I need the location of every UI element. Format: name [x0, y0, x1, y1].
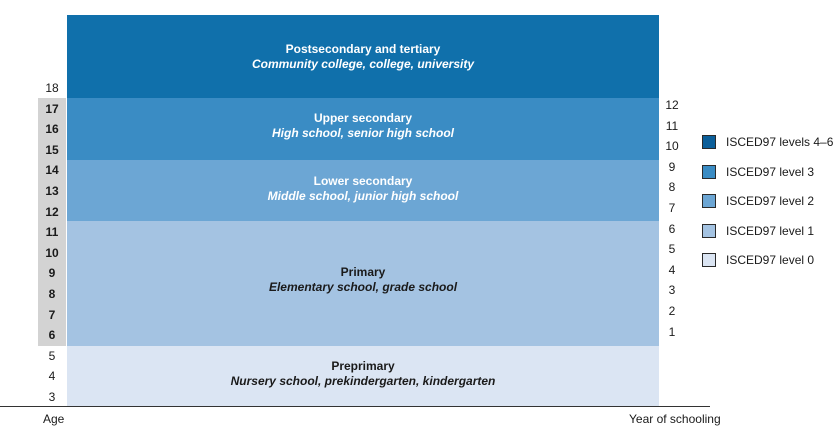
year-label: 6: [668, 221, 676, 236]
age-label: 8: [48, 287, 56, 301]
legend-label: ISCED97 levels 4–6: [726, 135, 833, 149]
band-upper-secondary: [67, 98, 659, 160]
year-label: 3: [668, 283, 676, 298]
band-title: Postsecondary and tertiary: [285, 42, 441, 56]
band-subtitle: Middle school, junior high school: [267, 189, 459, 203]
band-subtitle: Elementary school, grade school: [268, 280, 458, 294]
legend-swatch: [702, 253, 716, 267]
age-label: 18: [45, 81, 59, 95]
year-label: 1: [668, 324, 676, 339]
legend-label: ISCED97 level 0: [726, 253, 815, 267]
age-label: 5: [48, 348, 56, 363]
legend-label: ISCED97 level 1: [726, 223, 815, 238]
age-label: 7: [48, 307, 56, 322]
band-preprimary: [67, 346, 659, 406]
age-label: 14: [45, 163, 59, 178]
age-label: 13: [45, 184, 59, 198]
band-subtitle: Community college, college, university: [251, 57, 475, 71]
year-label: 8: [668, 180, 676, 195]
band-title: Lower secondary: [313, 174, 413, 188]
legend-swatch: [702, 165, 716, 179]
legend-swatch: [702, 135, 716, 149]
year-label: 5: [668, 242, 676, 257]
legend-label: ISCED97 level 3: [726, 164, 815, 179]
band-title: Preprimary: [331, 359, 395, 373]
year-axis-label: Year of schooling: [629, 412, 721, 426]
band-subtitle: Nursery school, prekindergarten, kindergarten: [230, 374, 496, 388]
age-label: 10: [45, 245, 59, 260]
year-label: 2: [668, 304, 676, 318]
year-label: 10: [665, 139, 679, 154]
age-label: 12: [45, 204, 59, 219]
band-subtitle: High school, senior high school: [271, 126, 454, 140]
year-label: 7: [668, 201, 676, 215]
age-label: 11: [45, 225, 59, 240]
age-label: 9: [48, 266, 56, 281]
age-label: 6: [48, 328, 56, 343]
year-label: 4: [668, 262, 676, 277]
band-primary: [67, 221, 659, 346]
legend-swatch: [702, 224, 716, 238]
band-title: Primary: [340, 265, 386, 279]
age-label: 16: [45, 122, 59, 137]
year-label: 12: [665, 98, 679, 112]
legend-swatch: [702, 194, 716, 208]
age-label: 4: [48, 369, 56, 384]
year-label: 11: [665, 118, 679, 133]
age-label: 15: [45, 142, 59, 157]
band-postsecondary-and-tertiary: [67, 15, 659, 98]
age-label: 3: [48, 390, 56, 404]
band-title: Upper secondary: [313, 111, 413, 125]
year-label: 9: [668, 159, 676, 174]
legend-label: ISCED97 level 2: [726, 194, 815, 208]
baseline: [0, 406, 710, 407]
age-label: 17: [45, 101, 59, 116]
age-axis-label: Age: [43, 412, 65, 426]
band-lower-secondary: [67, 160, 659, 221]
